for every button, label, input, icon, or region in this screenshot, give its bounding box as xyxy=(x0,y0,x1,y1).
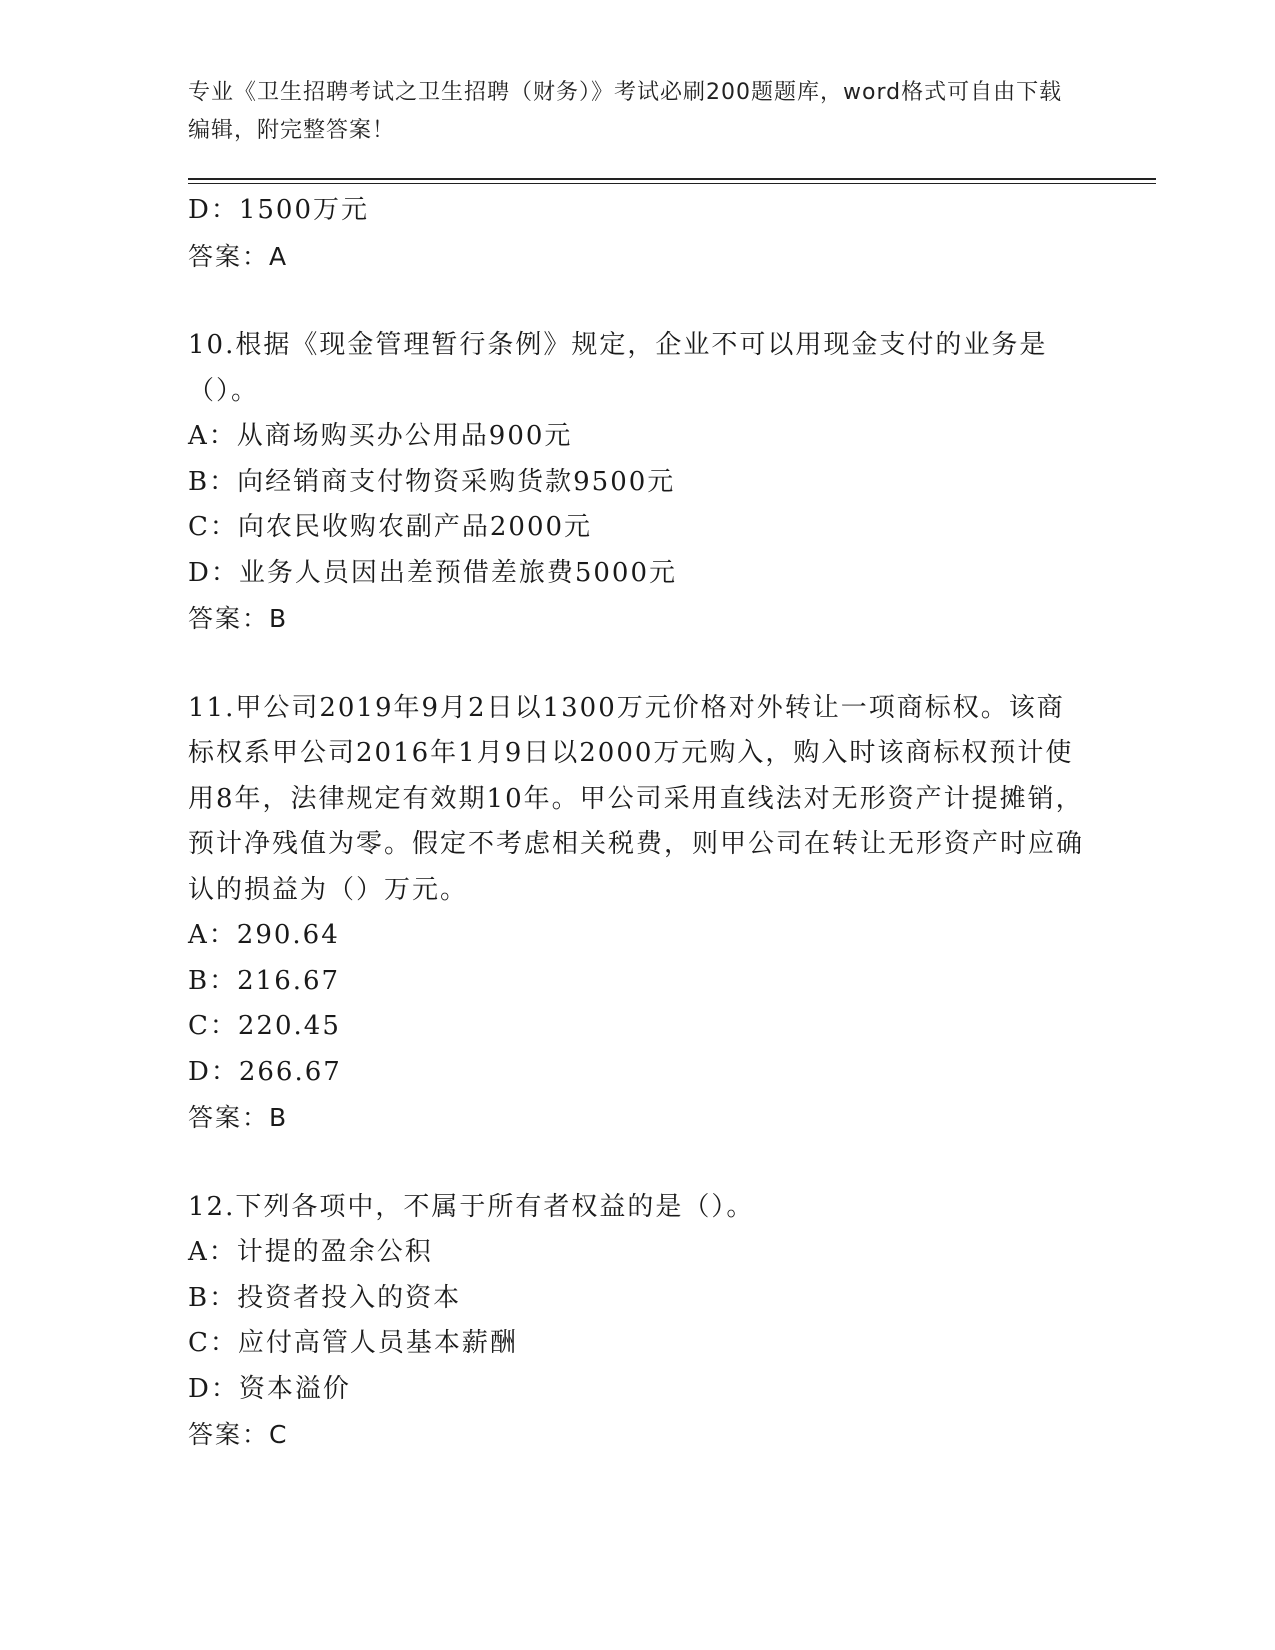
answer: 答案：C xyxy=(188,1420,289,1449)
option-c: C：应付高管人员基本薪酬 xyxy=(188,1328,518,1358)
option-a: A：290.64 xyxy=(188,920,340,950)
question-11 xyxy=(188,686,1088,1141)
carryover-answer: 答案：A xyxy=(188,241,289,271)
option-d: D：266.67 xyxy=(188,1056,342,1087)
question-content xyxy=(188,188,1088,1458)
option-d: D：资本溢价 xyxy=(188,1373,351,1404)
option-c: C：220.45 xyxy=(188,1011,341,1041)
question-12 xyxy=(188,1185,1088,1458)
option-b: B：216.67 xyxy=(188,965,341,996)
document-header: 专业《卫生招聘考试之卫生招聘（财务）》考试必刷200题题库，word格式可自由下载编辑，附完整答案！ xyxy=(188,80,1063,143)
question-10 xyxy=(188,323,1088,642)
question-stem: 10.根据《现金管理暂行条例》规定，企业不可以用现金支付的业务是（）。 xyxy=(188,330,1048,406)
header-divider-thick xyxy=(188,178,1156,180)
question-stem: 11.甲公司2019年9月2日以1300万元价格对外转让一项商标权。该商标权系甲公司2016年1月9日以2000万元购入，购入时该商标权预计使用8年，法律规定有效期10年。甲公司采用直线法对无形资产计提摊销，预计净残值为零。假定不考虑相关税费，则甲公司在转让无形资产时应确认的损益为（）万元。 xyxy=(188,692,1085,905)
question-stem: 12.下列各项中，不属于所有者权益的是（）。 xyxy=(188,1191,755,1222)
option-a: A：计提的盈余公积 xyxy=(188,1237,433,1267)
option-a: A：从商场购买办公用品900元 xyxy=(188,421,573,451)
spacer xyxy=(188,1141,1088,1185)
spacer xyxy=(188,279,1088,323)
spacer xyxy=(188,642,1088,686)
option-b: B：向经销商支付物资采购货款9500元 xyxy=(188,466,676,497)
option-d: D：业务人员因出差预借差旅费5000元 xyxy=(188,557,678,588)
answer: 答案：B xyxy=(188,1103,289,1132)
answer: 答案：B xyxy=(188,604,289,633)
option-c: C：向农民收购农副产品2000元 xyxy=(188,512,593,542)
carryover-option-d: D：1500万元 xyxy=(188,195,370,225)
header-divider-thin xyxy=(188,183,1156,184)
option-b: B：投资者投入的资本 xyxy=(188,1282,462,1313)
